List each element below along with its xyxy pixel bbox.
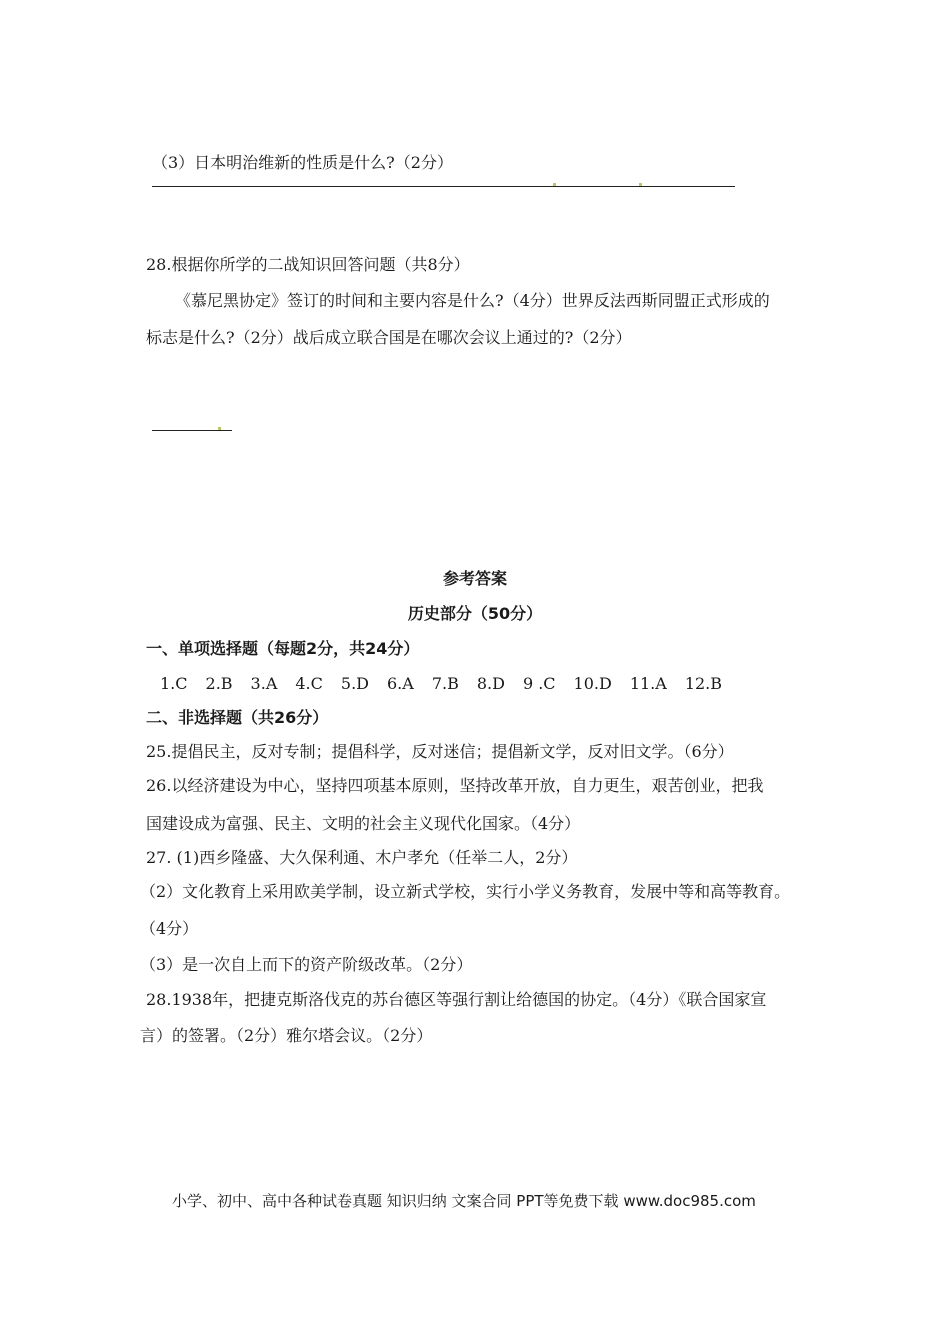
mcq-answer: 4.C bbox=[295, 674, 323, 693]
mcq-answer: 5.D bbox=[340, 674, 369, 693]
answer-27-3: （3）是一次自上而下的资产阶级改革。（2分） bbox=[140, 955, 473, 974]
question-28-title: 28.根据你所学的二战知识回答问题（共8分） bbox=[146, 255, 470, 274]
footer-text: 小学、初中、高中各种试卷真题 知识归纳 文案合同 PPT等免费下载 www.doc985.com bbox=[172, 1192, 756, 1210]
answer-26-line1: 26.以经济建设为中心，坚持四项基本原则，坚持改革开放，自力更生，艰苦创业，把我 bbox=[146, 776, 764, 795]
mcq-answer: 7.B bbox=[431, 674, 459, 693]
mcq-answer: 9 .C bbox=[522, 674, 556, 693]
answer-27-2-score: （4分） bbox=[140, 919, 199, 938]
answer-27-2: （2）文化教育上采用欧美学制，设立新式学校，实行小学义务教育，发展中等和高等教育。 bbox=[140, 882, 791, 901]
mcq-answer: 11.A bbox=[629, 674, 667, 693]
section-2-heading: 二、非选择题（共26分） bbox=[146, 708, 329, 727]
mcq-answer: 2.B bbox=[205, 674, 233, 693]
mcq-answers bbox=[160, 673, 740, 695]
answer-28-line2: 言）的签署。（2分）雅尔塔会议。（2分） bbox=[140, 1026, 433, 1045]
section-1-heading: 一、单项选择题（每题2分，共24分） bbox=[146, 639, 420, 658]
answer-blank-line bbox=[152, 430, 232, 431]
question-27-3: （3）日本明治维新的性质是什么?（2分） bbox=[152, 153, 453, 172]
answer-key-title: 参考答案 bbox=[442, 569, 507, 588]
mcq-answer: 12.B bbox=[684, 674, 723, 693]
answer-27-1: 27. (1)西乡隆盛、大久保利通、木户孝允（任举二人，2分） bbox=[146, 848, 578, 867]
answer-25: 25.提倡民主，反对专制；提倡科学，反对迷信；提倡新文学，反对旧文学。（6分） bbox=[146, 742, 734, 761]
answer-key-subtitle: 历史部分（50分） bbox=[407, 604, 543, 623]
mcq-answer: 1.C bbox=[160, 674, 188, 693]
mcq-answer: 8.D bbox=[476, 674, 505, 693]
question-28-body-line1: 《慕尼黑协定》签订的时间和主要内容是什么?（4分）世界反法西斯同盟正式形成的 bbox=[175, 291, 770, 310]
blank-marker bbox=[218, 427, 221, 430]
answer-26-line2: 国建设成为富强、民主、文明的社会主义现代化国家。（4分） bbox=[146, 814, 581, 833]
mcq-answer: 3.A bbox=[250, 674, 278, 693]
mcq-answer: 10.D bbox=[573, 674, 612, 693]
answer-blank-line bbox=[152, 186, 735, 187]
question-28-body-line2: 标志是什么?（2分）战后成立联合国是在哪次会议上通过的?（2分） bbox=[146, 328, 632, 347]
mcq-answer: 6.A bbox=[386, 674, 414, 693]
blank-marker bbox=[639, 183, 642, 186]
answer-28-line1: 28.1938年，把捷克斯洛伐克的苏台德区等强行割让给德国的协定。（4分）《联合国家宣 bbox=[146, 990, 767, 1009]
blank-marker bbox=[553, 183, 556, 186]
